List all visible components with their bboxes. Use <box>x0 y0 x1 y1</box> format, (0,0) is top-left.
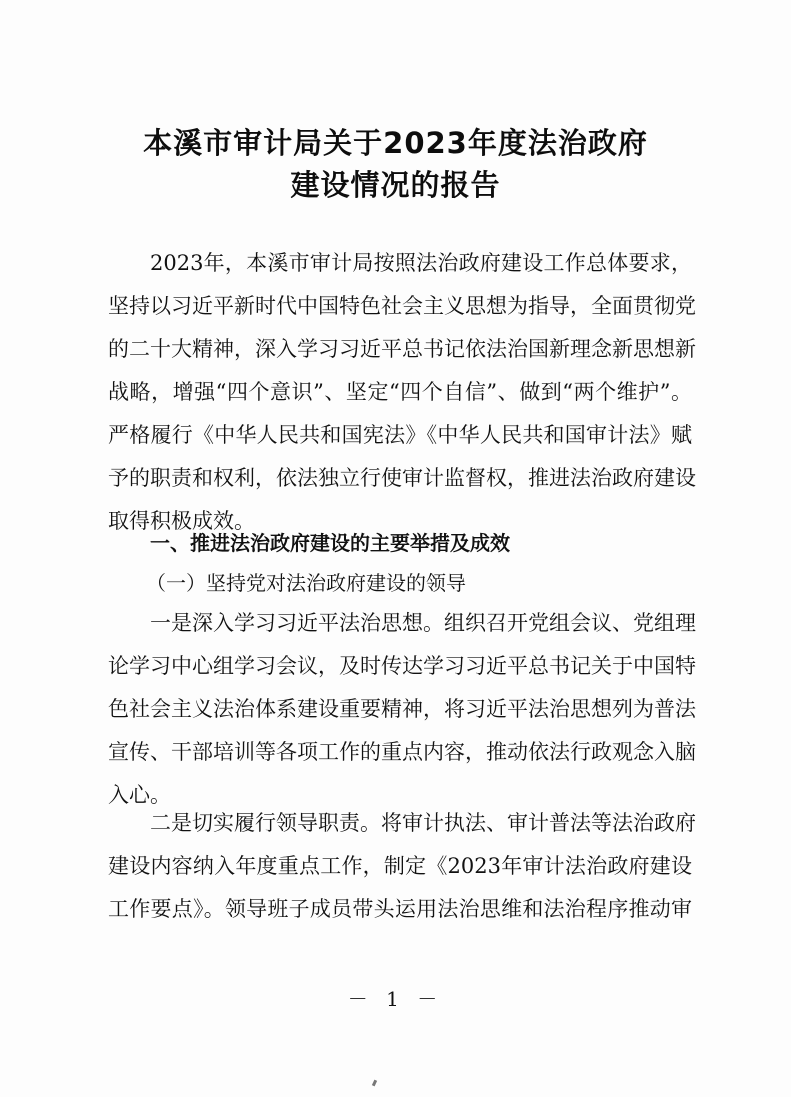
paragraph-line: 入心。 <box>108 783 171 807</box>
paragraph-line: 工作要点》。领导班子成员带头运用法治思维和法治程序推动审 <box>108 897 692 921</box>
paragraph-line: 论学习中心组学习会议，及时传达学习习近平总书记关于中国特 <box>108 654 696 678</box>
subsection-1-heading: （一）坚持党对法治政府建设的领导 <box>146 571 466 595</box>
paragraph-line: 取得积极成效。 <box>108 509 255 533</box>
paragraph-line: 的二十大精神，深入学习习近平总书记依法治国新理念新思想新 <box>108 337 696 361</box>
paragraph-line: 严格履行《中华人民共和国宪法》《中华人民共和国审计法》赋 <box>108 423 692 447</box>
paragraph-line: 二是切实履行领导职责。将审计执法、审计普法等法治政府 <box>150 811 696 835</box>
paragraph-line: 2023年，本溪市审计局按照法治政府建设工作总体要求， <box>150 251 692 275</box>
paragraph-line: 予的职责和权利，依法独立行使审计监督权，推进法治政府建设 <box>108 466 696 490</box>
paragraph-line: 色社会主义法治体系建设重要精神，将习近平法治思想列为普法 <box>108 697 696 721</box>
page-number: － 1 － <box>347 987 444 1011</box>
paragraph-line: 宣传、干部培训等各项工作的重点内容，推动依法行政观念入脑 <box>108 740 696 764</box>
paragraph-line: 坚持以习近平新时代中国特色社会主义思想为指导，全面贯彻党 <box>108 294 696 318</box>
document-title-line-1: 本溪市审计局关于2023年度法治政府 <box>143 126 648 160</box>
paragraph-line: 建设内容纳入年度重点工作，制定《2023年审计法治政府建设 <box>108 854 692 878</box>
document-title-line-2: 建设情况的报告 <box>290 168 501 202</box>
paragraph-line: 一是深入学习习近平法治思想。组织召开党组会议、党组理 <box>150 611 696 635</box>
scan-mark <box>372 1080 377 1087</box>
paragraph-line: 战略，增强“四个意识”、坚定“四个自信”、做到“两个维护”。 <box>108 380 692 404</box>
section-1-heading: 一、推进法治政府建设的主要举措及成效 <box>150 531 510 555</box>
